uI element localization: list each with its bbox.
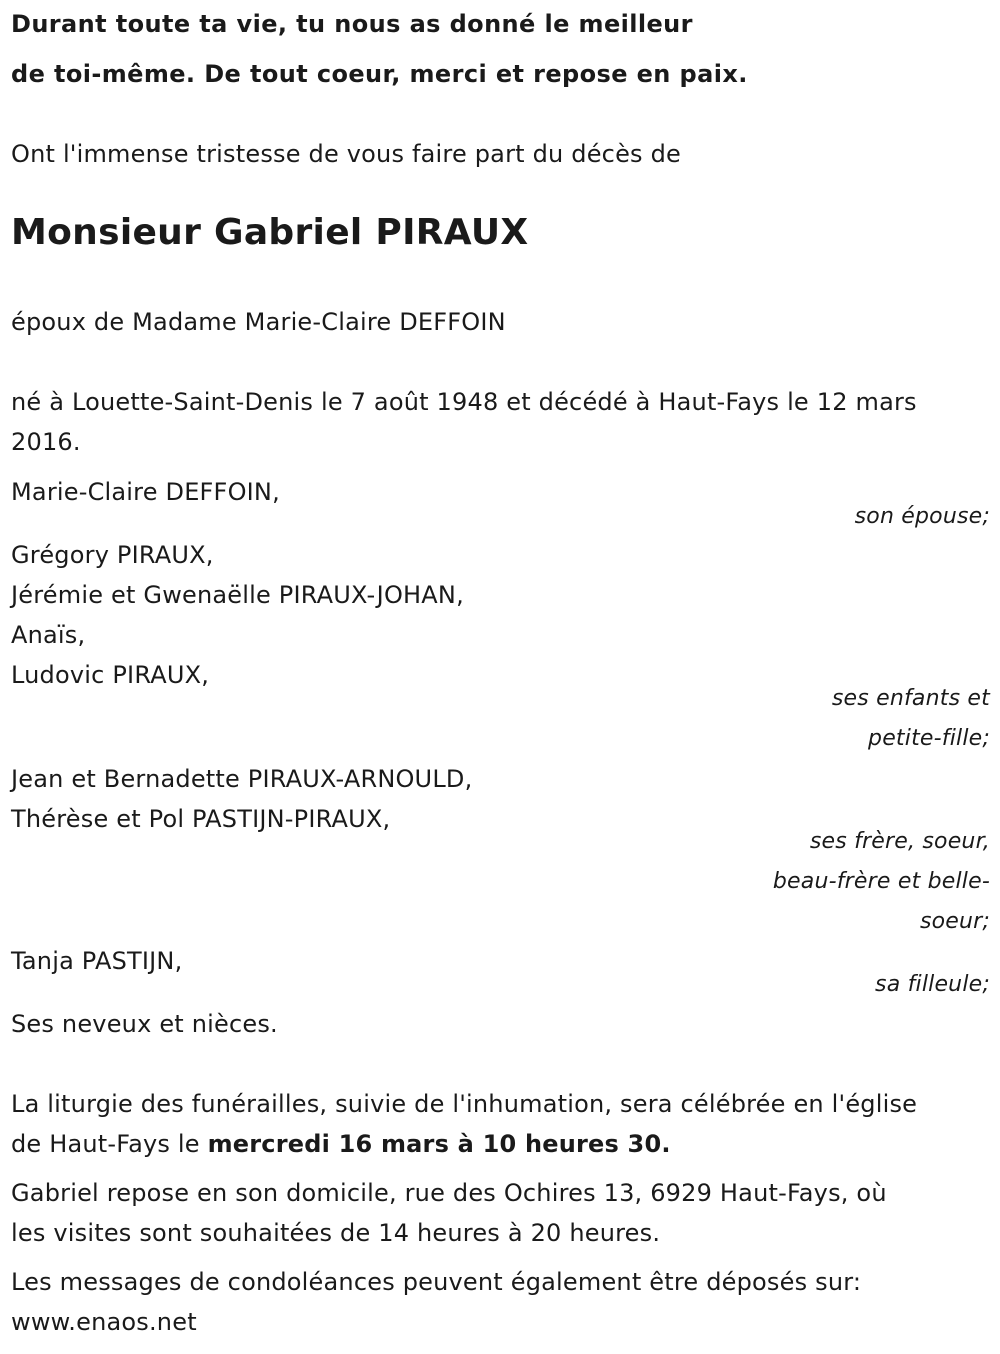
family-goddaughter-relation: sa filleule; xyxy=(875,972,990,997)
family-siblings-relation: ses frère, soeur, xyxy=(809,829,990,854)
family-spouse-relation: son épouse; xyxy=(854,504,990,529)
family-sibling-name: Thérèse et Pol PASTIJN-PIRAUX, xyxy=(11,805,391,833)
birth-death-line-1: né à Louette-Saint-Denis le 7 août 1948 et décédé à Haut-Fays le 12 mars xyxy=(11,388,917,416)
funeral-line-2-prefix: de Haut-Fays le xyxy=(11,1130,208,1158)
birth-death-line-2: 2016. xyxy=(11,428,81,456)
family-child-name: Ludovic PIRAUX, xyxy=(11,661,210,689)
condolences-line-1: Les messages de condoléances peuvent également être déposés sur: xyxy=(11,1268,862,1296)
funeral-line-2 xyxy=(11,1130,671,1158)
family-children-relation: petite-fille; xyxy=(868,726,990,751)
announcement: Ont l'immense tristesse de vous faire part du décès de xyxy=(11,140,681,168)
spouse-line: époux de Madame Marie-Claire DEFFOIN xyxy=(11,308,506,336)
family-spouse-name: Marie-Claire DEFFOIN, xyxy=(11,478,280,506)
family-child-name: Grégory PIRAUX, xyxy=(11,541,214,569)
family-siblings-relation: soeur; xyxy=(919,909,990,934)
quote-line-2: de toi-même. De tout coeur, merci et repose en paix. xyxy=(11,60,748,88)
quote-line-1: Durant toute ta vie, tu nous as donné le meilleur xyxy=(11,10,693,38)
family-nephews: Ses neveux et nièces. xyxy=(11,1010,278,1038)
funeral-date-time: mercredi 16 mars à 10 heures 30. xyxy=(207,1130,671,1158)
visit-line-2: les visites sont souhaitées de 14 heures à 20 heures. xyxy=(11,1219,661,1247)
family-sibling-name: Jean et Bernadette PIRAUX-ARNOULD, xyxy=(11,765,473,793)
family-child-name: Jérémie et Gwenaëlle PIRAUX-JOHAN, xyxy=(11,581,464,609)
condolences-website-link[interactable]: www.enaos.net xyxy=(11,1308,197,1336)
funeral-line-1: La liturgie des funérailles, suivie de l'inhumation, sera célébrée en l'église xyxy=(11,1090,918,1118)
family-children-relation: ses enfants et xyxy=(831,686,990,711)
family-goddaughter-name: Tanja PASTIJN, xyxy=(11,947,183,975)
family-child-name: Anaïs, xyxy=(11,621,86,649)
deceased-name: Monsieur Gabriel PIRAUX xyxy=(11,212,529,253)
visit-line-1: Gabriel repose en son domicile, rue des Ochires 13, 6929 Haut-Fays, où xyxy=(11,1179,887,1207)
family-siblings-relation: beau-frère et belle- xyxy=(772,869,990,894)
